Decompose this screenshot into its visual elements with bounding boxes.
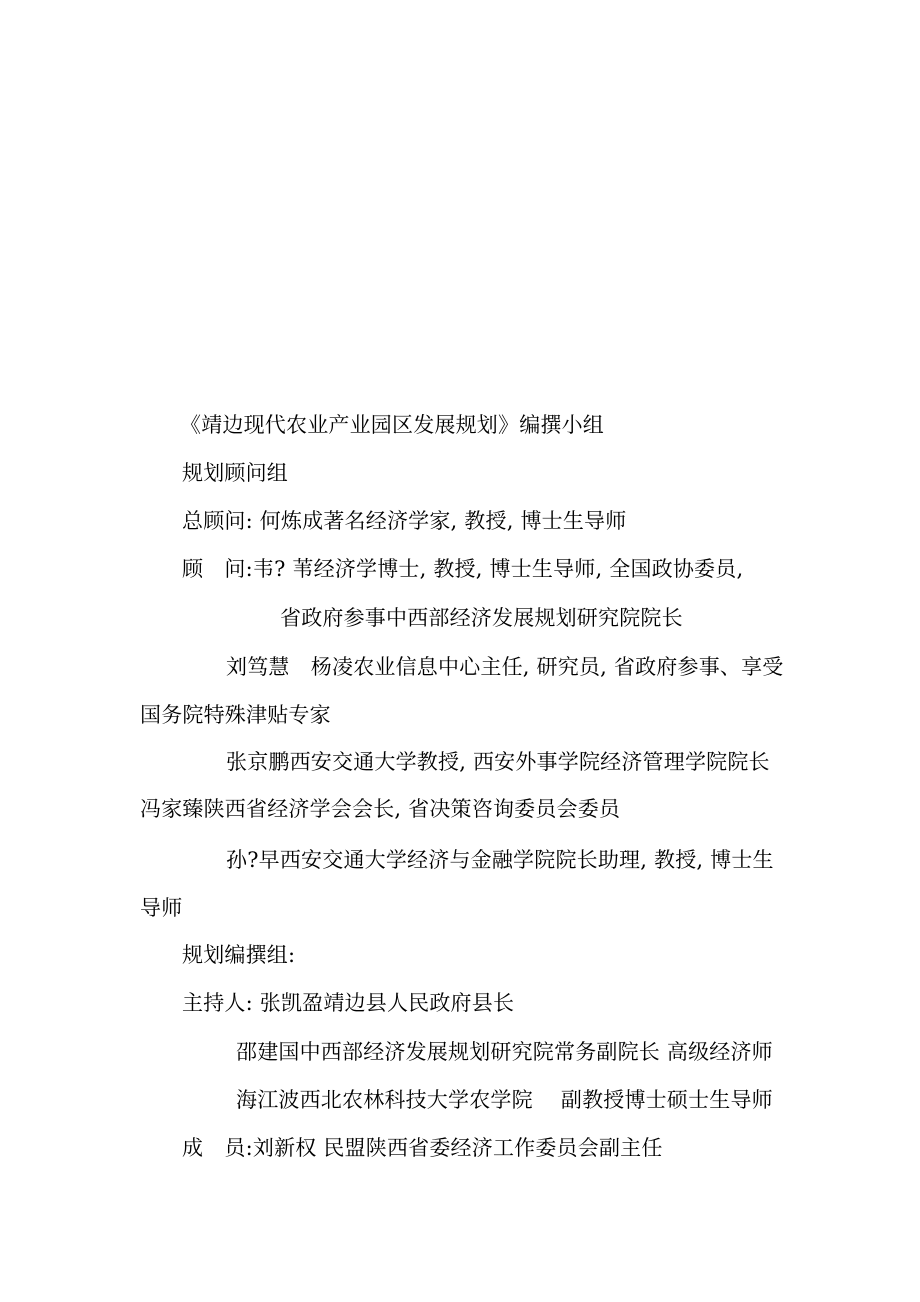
shao-jianguo-line: 邵建国中西部经济发展规划研究院常务副院长 高级经济师 [236,1040,773,1064]
liu-duhui-line-2: 国务院特殊津贴专家 [140,703,331,727]
document-title: 《靖边现代农业产业园区发展规划》编撰小组 [180,413,604,437]
host-line: 主持人: 张凯盈靖边县人民政府县长 [182,991,515,1015]
liu-duhui-line-1: 刘笃慧 杨凌农业信息中心主任, 研究员, 省政府参事、享受 [226,655,784,679]
advisory-group-heading: 规划顾问组 [182,461,288,485]
compile-group-heading: 规划编撰组: [182,943,296,967]
sun-line-1: 孙?早西安交通大学经济与金融学院院长助理, 教授, 博士生 [226,848,774,872]
advisor-line-1: 顾 问:韦? 苇经济学博士, 教授, 博士生导师, 全国政协委员, [182,557,744,581]
feng-jiazhen-line: 冯家臻陕西省经济学会会长, 省决策咨询委员会委员 [140,797,621,821]
advisor-line-2: 省政府参事中西部经济发展规划研究院院长 [280,606,683,630]
hai-jiangbo-line: 海江波西北农林科技大学农学院 副教授博士硕士生导师 [236,1088,773,1112]
zhang-jingpeng-line: 张京鹏西安交通大学教授, 西安外事学院经济管理学院院长 [226,750,770,774]
sun-line-2: 导师 [140,896,183,920]
chief-advisor-line: 总顾问: 何炼成著名经济学家, 教授, 博士生导师 [182,509,627,533]
members-line: 成 员:刘新权 民盟陕西省委经济工作委员会副主任 [182,1136,663,1160]
